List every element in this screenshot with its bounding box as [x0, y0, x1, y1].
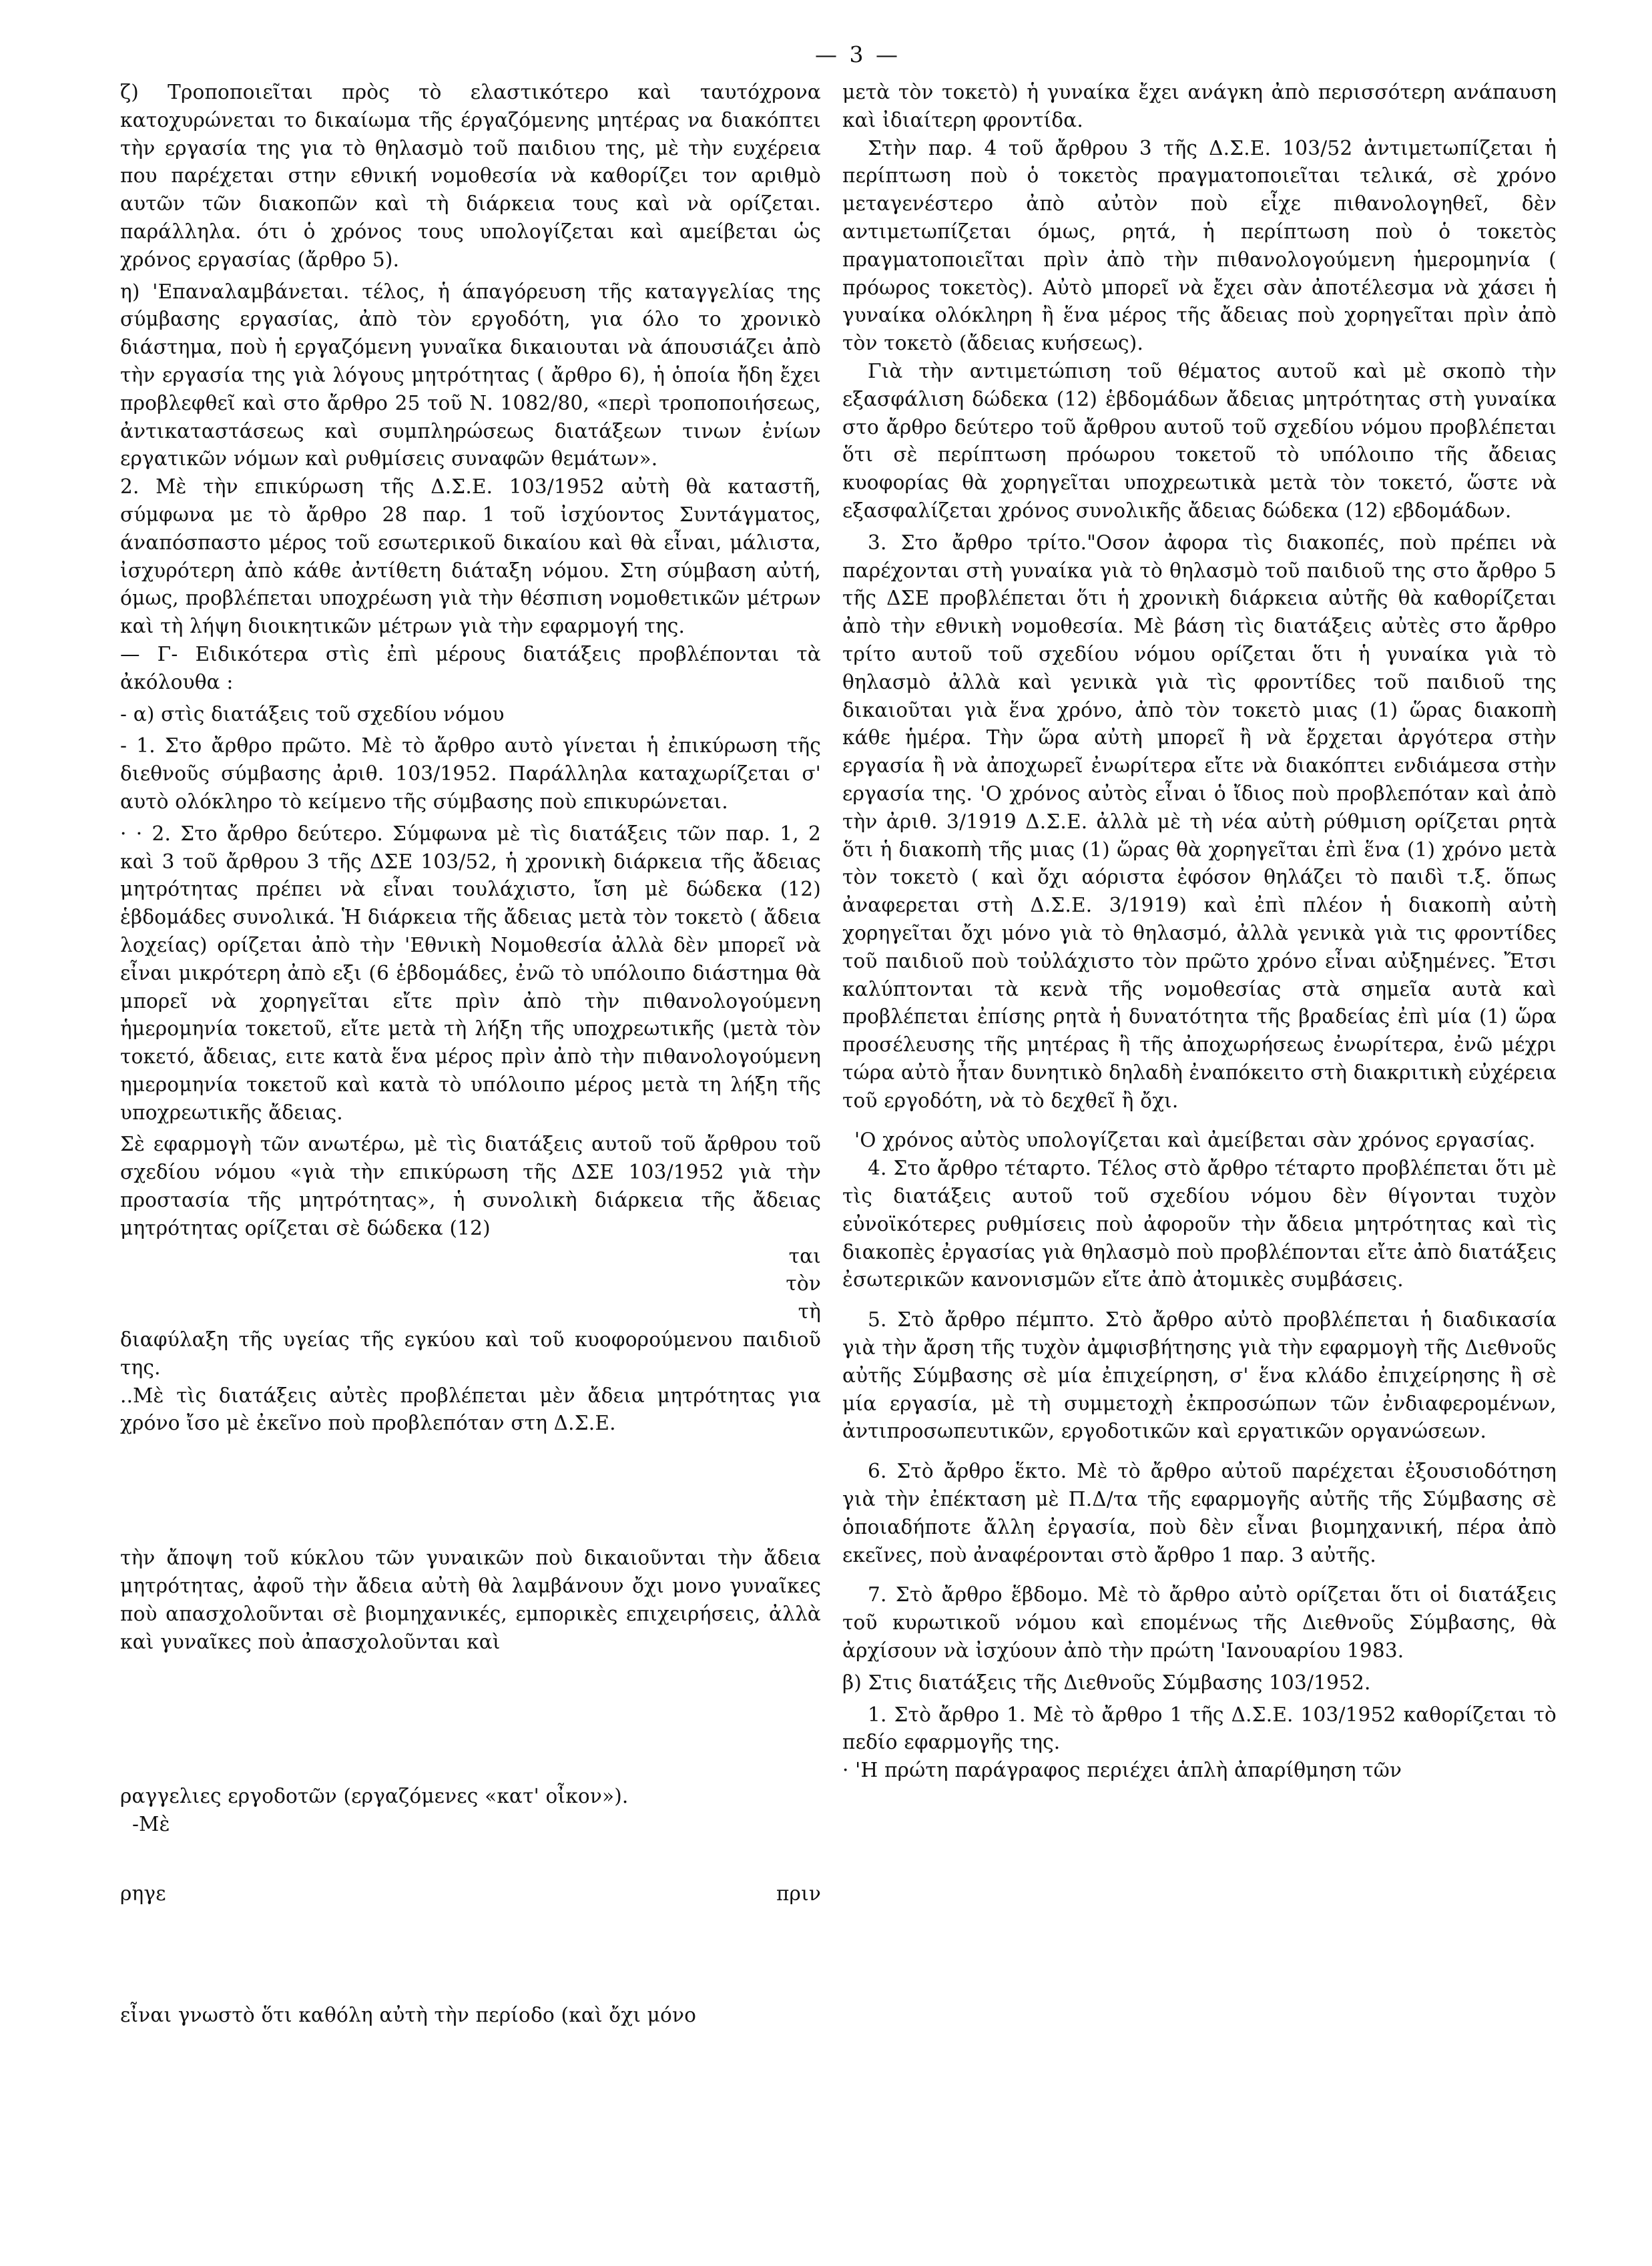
- subheading-bill-provisions: - α) στὶς διατάξεις τοῦ σχεδίου νόμου: [120, 702, 505, 726]
- paragraph-para-four: Στὴν παρ. 4 τοῦ ἄρθρου 3 τῆς Δ.Σ.Ε. 103/52 ἀντιμετωπίζεται ἡ περίπτωση ποὺ ὁ τοκετὸς πραγματοποιεῖται τελικά, σὲ χρόνο μεταγενέστερο ἀπὸ αὐτὸν ποὺ εἶχε πιθανολογηθεῖ, δὲν αντιμετωπίζεται όμως, ρητά, ἡ περίπτωση ποὺ ὁ τοκετὸς πραγματοποιεῖται πρὶν ἀπὸ τὴν πιθανολογούμενη ἡμερομηνία ( πρόωρος τοκετὸς). Αὐτὸ μπορεῖ νὰ ἔχει σὰν ἀποτέλεσμα νὰ χάσει ἡ γυναίκα ολόκληρη ἢ ἕνα μέρος τῆς ἄδειας ποὺ χορηγεῖται πρὶν ἀπὸ τὸν τοκετὸ (ἄδειας κυήσεως).: [842, 136, 1557, 355]
- fragment-word: ται: [788, 1244, 821, 1267]
- blank-gap: [120, 1839, 821, 1880]
- right-column: [842, 79, 1557, 1785]
- paragraph-article-four: 4. Στο ἄρθρο τέταρτο. Τέλος στὸ ἄρθρο τέταρτο προβλέπεται ὅτι μὲ τὶς διατάξεις αυτοῦ τοῦ σχεδίου νόμου δὲν θίγονται τυχὸν εὐνοϊκότερες ρυθμίσεις ποὺ ἀφοροῦν τὴν ἄδεια μητρότητας καὶ τὶς διακοπὲς ἐργασίας γιὰ θηλασμὸ ποὺ προβλέπονται εἴτε ἀπὸ διατάξεις ἐσωτερικῶν κανονισμῶν εἴτε ἀπὸ ἀτομικὲς συμβάσεις.: [842, 1157, 1557, 1292]
- blank-gap: [120, 1908, 821, 2002]
- paragraph-article-one: - 1. Στο ἄρθρο πρῶτο. Μὲ τὸ ἄρθρο αυτὸ γίνεται ἡ ἐπικύρωση τῆς διεθνοῦς σύμβασης ἀριθ. 103/1952. Παράλληλα καταχωρίζεται σ' αυτὸ ολόκληρο τὸ κείμενο τῆς σύμβασης ποὺ επικυρώνεται.: [120, 734, 821, 813]
- subheading-convention-provisions: β) Στις διατάξεις τῆς Διεθνοῦς Σύμβασης 103/1952.: [842, 1671, 1371, 1694]
- fragment-word: τὸν: [786, 1272, 821, 1296]
- fragment-health: διαφύλαξη τῆς υγείας τῆς εγκύου καὶ τοῦ κυοφορούμενου παιδιοῦ της.: [120, 1328, 821, 1379]
- paragraph-eta: η) 'Επαναλαμβάνεται. τέλος, ἡ άπαγόρευση τῆς καταγγελίας της σύμβασης εργασίας, ἀπὸ τὸν εργοδότη, για όλο το χρονικὸ διάστημα, ποὺ ἡ εργαζόμενη γυναῖκα δικαιουται νὰ άπουσιάζει ἀπὸ τὴν εργασία της γιὰ λόγους μητρότητας ( ἄρθρο 6), ἡ ὁποία ἤδη ἔχει προβλεφθεῖ καὶ στο ἄρθρο 25 τοῦ Ν. 1082/80, «περὶ τροποποιήσεως, ἀντικαταστάσεως καὶ συμπληρώσεως διατάξεων τινων ἐνίων εργατικῶν νόμων καὶ ρυθμίσεις συναφῶν θεμάτων».: [120, 280, 821, 471]
- paragraph-zeta: ζ) Τροποποιεῖται πρὸς τὸ ελαστικότερο καὶ ταυτόχρονα κατοχυρώνεται το δικαίωμα τῆς έργαζόμενης μητέρας να διακόπτει τὴν εργασία της για τὸ θηλασμὸ τοῦ παιδιου της, μὲ τὴν ευχέρεια που παρέχεται στην εθνική νομοθεσία νὰ καθορίζει τον αριθμὸ αυτῶν τῶν διακοπῶν καὶ τὴ διάρκεια τους καὶ νὰ ορίζεται. παράλληλα. ότι ὁ χρόνος τους υπολογίζεται καὶ αμείβεται ὡς χρόνος εργασίας (ἄρθρο 5).: [120, 81, 821, 271]
- paragraph-application: Σὲ εφαρμογὴ τῶν ανωτέρω, μὲ τὶς διατάξεις αυτοῦ τοῦ ἄρθρου τοῦ σχεδίου νόμου «γιὰ τὴν επικύρωση τῆς ΔΣΕ 103/1952 γιὰ τὴν προστασία τῆς μητρότητας», ἡ συνολικὴ διάρκεια τῆς ἄδειας μητρότητας ορίζεται σὲ δώδεκα (12): [120, 1133, 821, 1239]
- blank-gap: [120, 1656, 821, 1783]
- paragraph-article-two: · · 2. Στο ἄρθρο δεύτερο. Σύμφωνα μὲ τὶς διατάξεις τῶν παρ. 1, 2 καὶ 3 τοῦ ἄρθρου 3 τῆς ΔΣΕ 103/52, ἡ χρονικὴ διάρκεια τῆς ἄδειας μητρότητας πρέπει νὰ εἶναι τουλάχιστο, ἴση μὲ δώδεκα (12) ἑβδομάδες συνολικά. Ἡ διάρκεια τῆς ἄδειας μετὰ τὸν τοκετὸ ( ἄδεια λοχείας) ορίζεται ἀπὸ τὴν 'Εθνικὴ Νομοθεσία ἀλλὰ δὲν μπορεῖ νὰ εἶναι μικρότερη ἀπὸ εξι (6 ἑβδομάδες, ἐνῶ τὸ υπόλοιπο διάστημα θὰ μπορεῖ νὰ χορηγεῖται εἴτε πρὶν ἀπὸ τὴν πιθανολογούμενη ἡμερομηνία τοκετοῦ, εἴτε μετὰ τὴ λήξη τῆς υποχρεωτικῆς (μετὰ τὸν τοκετό, ἄδειας, ειτε κατὰ ἕνα μέρος πρὶν ἀπὸ τὴν πιθανολογούμενη ημερομηνία τοκετοῦ καὶ κατὰ τὸ υπόλοιπο μέρος μετὰ τη λήξη τῆς υποχρεωτικῆς ἄδειας.: [120, 822, 821, 1124]
- fragment-word: -Μὲ: [132, 1813, 170, 1836]
- page-number: — 3 —: [815, 41, 900, 67]
- paragraph-working-time: 'Ο χρόνος αὐτὸς υπολογίζεται καὶ ἀμείβεται σὰν χρόνος εργασίας.: [854, 1129, 1536, 1152]
- section-heading-gamma: — Γ- Ειδικότερα στὶς ἐπὶ μέρους διατάξεις προβλέπονται τὰ ἀκόλουθα :: [120, 642, 821, 693]
- paragraph-article-one-convention: 1. Στὸ ἄρθρο 1. Μὲ τὸ ἄρθρο 1 τῆς Δ.Σ.Ε. 103/1952 καθορίζεται τὸ πεδίο εφαρμογῆς της.: [842, 1703, 1557, 1754]
- fragment-word: ρηγε: [120, 1882, 166, 1906]
- fragment-word: πριν: [776, 1882, 821, 1906]
- paragraph-twelve-weeks: Γιὰ τὴν αντιμετώπιση τοῦ θέματος αυτοῦ καὶ μὲ σκοπὸ τὴν εξασφάλιση δώδεκα (12) ἑβδομάδων ἄδειας μητρότητας στὴ γυναίκα στο ἄρθρο δεύτερο τοῦ ἄρθρου αυτοῦ τοῦ σχεδίου νόμου προβλέπεται ὅτι σὲ περίπτωση πρόωρου τοκετοῦ τὸ υπόλοιπο τῆς ἄδειας κυοφορίας θὰ χορηγεῖται υποχρεωτικὰ μετὰ τὸν τοκετό, ὥστε νὰ εξασφαλίζεται χρόνος συνολικῆς ἄδειας δώδεκα (12) εβδομάδων.: [842, 359, 1557, 522]
- paragraph-article-three: 3. Στο ἄρθρο τρίτο."Οσον ἀφορα τὶς διακοπές, ποὺ πρέπει νὰ παρέχονται στὴ γυναίκα γιὰ τὸ θηλασμὸ τοῦ παιδιοῦ της στο ἄρθρο 5 τῆς ΔΣΕ προβλέπεται ὅτι ἡ χρονικὴ διάρκεια αὐτῆς θὰ καθορίζεται ἀπὸ τὴν εθνικὴ νομοθεσία. Μὲ βάση τὶς διατάξεις αὐτὲς στο ἄρθρο τρίτο αυτοῦ τοῦ σχεδίου νόμου ορίζεται ὅτι ἡ γυναίκα γιὰ τὸ θηλασμὸ ἀλλὰ καὶ γενικὰ γιὰ τὶς φροντίδες τοῦ παιδιοῦ της δικαιοῦται γιὰ ἕνα χρόνο, ἀπὸ τὸν τοκετὸ μιας (1) ὥρας διακοπὴ κάθε ἡμέρα. Τὴν ὥρα αὐτὴ μπορεῖ ἢ νὰ ἔρχεται ἀργότερα στὴν εργασία ἢ νὰ ἀποχωρεῖ ἐνωρίτερα εἴτε νὰ διακόπτει ενδιάμεσα στὴν εργασία της. 'Ο χρόνος αὐτὸς εἶναι ὁ ἴδιος ποὺ προβλεπόταν καὶ ἀπὸ τὴν ἀριθ. 3/1919 Δ.Σ.Ε. ἀλλὰ μὲ τὴ νέα αὐτὴ ρύθμιση ορίζεται ρητὰ ὅτι ἡ διακοπὴ τῆς μιας (1) ὥρας θὰ χορηγεῖται ἐπὶ ἕνα (1) χρόνο μετὰ τὸν τοκετὸ ( καὶ ὄχι αόριστα ἐφόσον θηλάζει τὸ παιδὶ τ.ξ. ὅπως ἀναφερεται στὴ Δ.Σ.Ε. 3/1919) καὶ ἐπὶ πλέον ἡ διακοπὴ αὐτὴ χορηγεῖται ὄχι μόνο γιὰ τὸ θηλασμό, ἀλλὰ γενικὰ γιὰ τις φροντίδες τοῦ παιδιοῦ ποὺ τοὐλάχιστο τὸν πρῶτο χρόνο εἶναι αὐξημένες. Ἔτσι καλύπτονται τὰ κενὰ τῆς νομοθεσίας στὰ σημεῖα αυτὰ καὶ προβλέπεται ἐπίσης ρητὰ ἡ δυνατότητα τῆς βραδείας ἐπὶ μία (1) ὥρα προσέλευσης τῆς μητέρας ἢ τῆς ἀποχωρήσεως ἐνωρίτερα, ἐνῶ μέχρι τώρα αὐτὸ ἦταν δυνητικὸ δηλαδὴ ἐναπόκειτο στὴ διακριτικὴ εὐχέρεια τοῦ εργοδότη, νὰ τὸ δεχθεῖ ἢ ὄχι.: [842, 531, 1557, 1112]
- paragraph-article-seven: 7. Στὸ ἄρθρο ἕβδομο. Μὲ τὸ ἄρθρο αὐτὸ ορίζεται ὅτι οἱ διατάξεις τοῦ κυρωτικοῦ νόμου καὶ επομένως τῆς Διεθνοῦς Σύμβασης, θὰ ἀρχίσουν νὰ ἰσχύουν ἀπὸ τὴν πρώτη 'Ιανουαρίου 1983.: [842, 1583, 1557, 1663]
- fragment-row: [120, 1880, 821, 1908]
- paragraph-continuation: μετὰ τὸν τοκετὸ) ἡ γυναίκα ἔχει ανάγκη ἀπὸ περισσότερη ανάπαυση καὶ ἰδιαίτερη φροντίδα.: [842, 81, 1557, 131]
- paragraph-ratification: 2. Μὲ τὴν επικύρωση τῆς Δ.Σ.Ε. 103/1952 αὐτὴ θὰ καταστῆ, σύμφωνα με τὸ ἄρθρο 28 παρ. 1 τοῦ ἰσχύοντος Συντάγματος, άναπόσπαστο μέρος τοῦ εσωτερικοῦ δικαίου καὶ θὰ εἶναι, μάλιστα, ἰσχυρότερη ἀπὸ κάθε ἀντίθετη διάταξη νόμου. Στη σύμβαση αὐτή, όμως, προβλέπεται υποχρέωση γιὰ τὴν θέσπιση νομοθετικῶν μέτρων καὶ τὴ λήψη διοικητικῶν μέτρων γιὰ τὴν εφαρμογή της.: [120, 475, 821, 638]
- fragment-home-workers: ραγγελιες εργοδοτῶν (εργαζόμενες «κατ' οἶκον»).: [120, 1785, 629, 1808]
- paragraph-article-six: 6. Στὸ ἄρθρο ἕκτο. Μὲ τὸ ἄρθρο αὐτοῦ παρέχεται ἐξουσιοδότηση γιὰ τὴν ἐπέκταση μὲ Π.Δ/τα τῆς εφαρμογῆς αὐτῆς τῆς Σύμβασης σὲ ὁποιαδήποτε ἄλλη ἐργασία, ποὺ δὲν εἶναι βιομηχανική, πέρα ἀπὸ εκεῖνες, ποὺ ἀναφέρονται στὸ ἄρθρο 1 παρ. 3 αὐτῆς.: [842, 1460, 1557, 1567]
- fragment-women-circle: τὴν ἄποψη τοῦ κύκλου τῶν γυναικῶν ποὺ δικαιοῦνται τὴν ἄδεια μητρότητας, ἀφοῦ τὴν ἄδεια αὐτὴ θὰ λαμβάνουν ὄχι μονο γυναῖκες ποὺ απασχολοῦνται σὲ βιομηχανικές, εμπορικὲς επιχειρήσεις, ἀλλὰ καὶ γυναῖκες ποὺ ἀπασχολοῦνται καὶ: [120, 1546, 821, 1653]
- fragment-known: εἶναι γνωστὸ ὅτι καθόλη αὐτὴ τὴν περίοδο (καὶ ὄχι μόνο: [120, 2003, 697, 2026]
- paragraph-first-paragraph: · 'Η πρώτη παράγραφος περιέχει ἁπλὴ ἀπαρίθμηση τῶν: [842, 1759, 1402, 1782]
- fragment-word: τὴ: [798, 1300, 821, 1324]
- left-column: [120, 79, 821, 2030]
- blank-gap: [120, 1438, 821, 1544]
- paragraph-article-five: 5. Στὸ ἄρθρο πέμπτο. Στὸ ἄρθρο αὐτὸ προβλέπεται ἡ διαδικασία γιὰ τὴν ἄρση τῆς τυχὸν ἀμφισβήτησης γιὰ τὴν εφαρμογὴ τῆς Διεθνοῦς αὐτῆς Σύμβασης σὲ μία ἐπιχείρηση, σ' ἕνα κλάδο ἐπιχείρησης ἢ σὲ μία εργασία, μὲ τὴ συμμετοχὴ ἐκπροσώπων τῶν ἐνδιαφερομένων, ἀντιπροσωπευτικῶν, εργοδοτικῶν καὶ εργατικῶν οργανώσεων.: [842, 1308, 1557, 1443]
- fragment-provisions: ..Μὲ τὶς διατάξεις αὐτὲς προβλέπεται μὲν ἄδεια μητρότητας για χρόνο ἴσο μὲ ἐκεῖνο ποὺ προβλεπόταν στη Δ.Σ.Ε.: [120, 1384, 821, 1435]
